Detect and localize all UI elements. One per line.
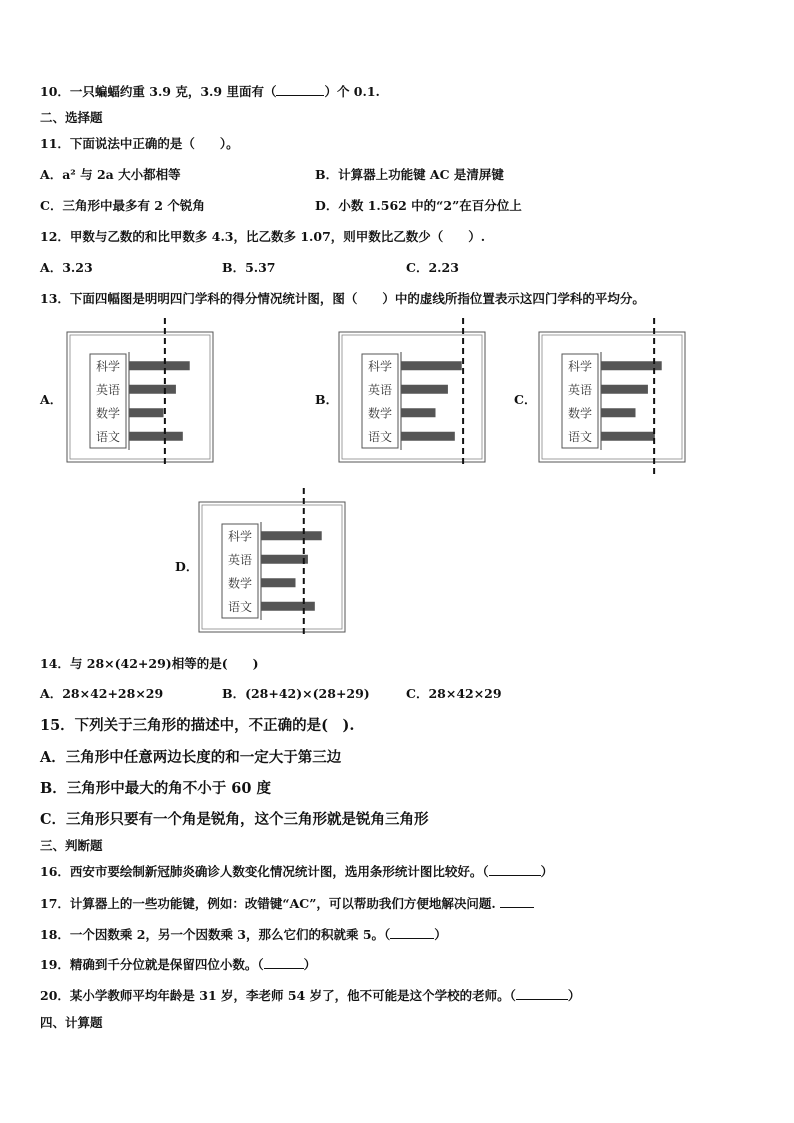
tick-label: 英语: [95, 382, 121, 397]
q15-option-a: A．三角形中任意两边长度的和一定大于第三边: [40, 749, 342, 766]
q15-option-c: C．三角形只要有一个角是锐角，这个三角形就是锐角三角形: [40, 811, 429, 828]
bar: [601, 408, 636, 417]
question-11: 11．下面说法中正确的是（ ）。: [40, 136, 239, 151]
chart-frame: [199, 502, 345, 632]
chart-d-svg: [198, 488, 348, 640]
answer-blank[interactable]: [500, 896, 534, 908]
question-16: 16．西安市要绘制新冠肺炎确诊人数变化情况统计图，选用条形统计图比较好。（ ）: [40, 864, 554, 879]
bar: [261, 602, 315, 611]
tick-label: 英语: [367, 382, 393, 397]
q12-option-b: B．5.37: [222, 260, 276, 275]
bar: [261, 531, 322, 540]
section-calc: 四、计算题: [40, 1015, 103, 1030]
section-choice: 二、选择题: [40, 110, 103, 125]
answer-blank[interactable]: [489, 864, 541, 876]
q15-option-b: B．三角形中最大的角不小于 60 度: [40, 780, 272, 797]
tick-label: 科学: [95, 359, 121, 374]
tick-label: 语文: [367, 429, 393, 444]
bar: [129, 408, 164, 417]
q14-option-b: B．(28+42)×(28+29): [222, 686, 370, 701]
q11-option-a: A．a² 与 2a 大小都相等: [40, 167, 181, 182]
bar: [401, 385, 448, 394]
chart-c-svg: [538, 318, 688, 480]
question-14: 14．与 28×(42+29)相等的是( ): [40, 656, 259, 671]
chart-b: [338, 318, 488, 470]
q14-option-c: C．28×42×29: [406, 686, 502, 701]
tick-label: 科学: [227, 529, 253, 544]
tick-label: 英语: [227, 552, 253, 567]
tick-label: 数学: [227, 576, 253, 591]
q11-option-b: B．计算器上功能键 AC 是清屏键: [315, 167, 504, 182]
bar: [129, 361, 190, 370]
question-10: 10．一只蝙蝠约重 3.9 克，3.9 里面有（ ）个 0.1.: [40, 84, 380, 99]
q13-option-d: D．: [175, 559, 199, 574]
tick-label: 数学: [95, 406, 121, 421]
question-12: 12．甲数与乙数的和比甲数多 4.3，比乙数多 1.07，则甲数比乙数少（ ）.: [40, 229, 486, 244]
question-13: 13．下面四幅图是明明四门学科的得分情况统计图，图（ ）中的虚线所指位置表示这四门学科的平均分。: [40, 291, 645, 306]
q14-option-a: A．28×42+28×29: [40, 686, 164, 701]
chart-d: [198, 488, 348, 640]
tick-label: 语文: [227, 599, 253, 614]
question-18: 18．一个因数乘 2，另一个因数乘 3，那么它们的积就乘 5。（ ）: [40, 927, 447, 942]
chart-b-svg: [338, 318, 488, 470]
bar: [261, 555, 308, 564]
chart-frame: [67, 332, 213, 462]
answer-blank[interactable]: [390, 927, 434, 939]
chart-c: [538, 318, 688, 480]
question-15: 15．下列关于三角形的描述中，不正确的是( ).: [40, 717, 355, 734]
tick-label: 科学: [367, 359, 393, 374]
q12-option-c: C．2.23: [406, 260, 459, 275]
answer-blank[interactable]: [516, 988, 568, 1000]
bar: [601, 432, 655, 441]
tick-label: 数学: [367, 406, 393, 421]
tick-label: 英语: [567, 382, 593, 397]
q13-option-b: B．: [315, 392, 339, 407]
bar: [129, 432, 183, 441]
q13-option-c: C．: [514, 392, 537, 407]
bar: [401, 361, 462, 370]
question-20: 20．某小学教师平均年龄是 31 岁，李老师 54 岁了，他不可能是这个学校的老师。（ ）: [40, 988, 581, 1003]
tick-label: 语文: [95, 429, 121, 444]
section-judge: 三、判断题: [40, 838, 103, 853]
bar: [601, 361, 662, 370]
q13-option-a: A．: [40, 392, 63, 407]
bar: [129, 385, 176, 394]
q11-option-d: D．小数 1.562 中的“2”在百分位上: [315, 198, 522, 213]
chart-frame: [539, 332, 685, 462]
tick-label: 科学: [567, 359, 593, 374]
tick-label: 数学: [567, 406, 593, 421]
bar: [261, 578, 296, 587]
bar: [601, 385, 648, 394]
answer-blank[interactable]: [264, 957, 304, 969]
answer-blank[interactable]: [276, 84, 324, 96]
bar: [401, 408, 436, 417]
chart-a-svg: [66, 318, 216, 470]
chart-a: [66, 318, 216, 470]
q11-option-c: C．三角形中最多有 2 个锐角: [40, 198, 205, 213]
bar: [401, 432, 455, 441]
question-19: 19．精确到千分位就是保留四位小数。（ ）: [40, 957, 317, 972]
q12-option-a: A．3.23: [40, 260, 93, 275]
question-17: 17．计算器上的一些功能键，例如：改错键“AC”，可以帮助我们方便地解决问题.: [40, 896, 534, 912]
tick-label: 语文: [567, 429, 593, 444]
